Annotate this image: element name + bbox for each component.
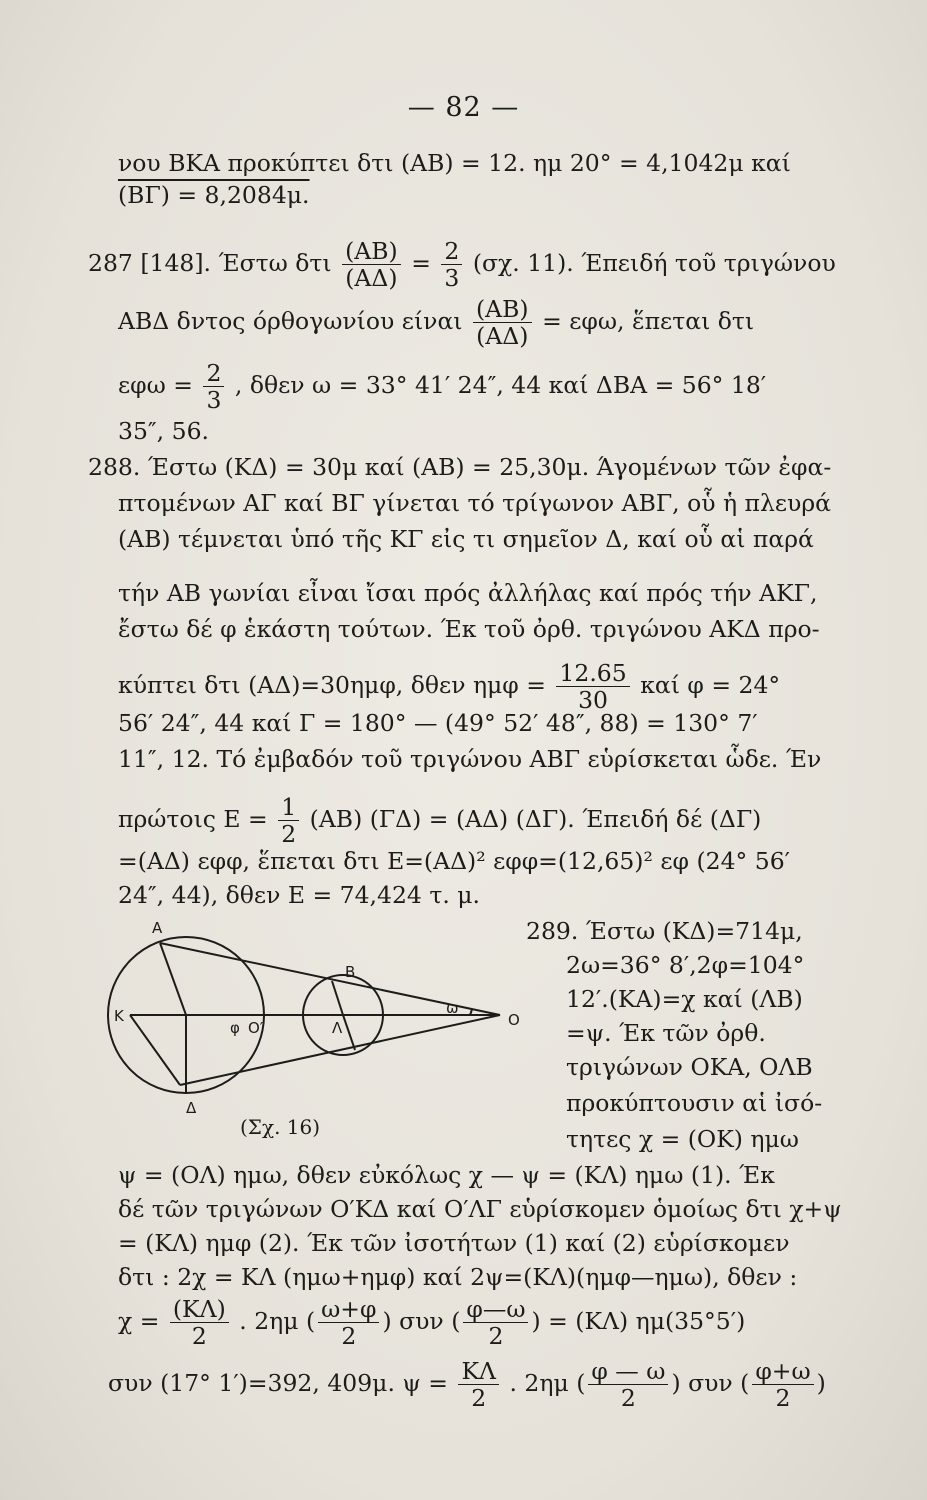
text-line xyxy=(88,238,836,291)
fraction xyxy=(342,238,401,291)
text-line: προκύπτουσιν αἱ ἰσό- xyxy=(566,1089,823,1117)
text-line: 288. Έστω (ΚΔ) = 30μ καί (ΑΒ) = 25,30μ. Άγομένων τῶν ἐφα- xyxy=(88,453,832,481)
fraction xyxy=(203,360,224,413)
numerator: 2 xyxy=(441,238,462,265)
text-line: 2ω=36° 8′,2φ=104° xyxy=(566,951,805,979)
text-fragment: 287 [148]. Έστω δτι xyxy=(88,249,332,277)
text-line: (ΑΒ) τέμνεται ὑπό τῆς ΚΓ εἰς τι σημεῖον Δ, καί οὗ αἱ παρά xyxy=(118,525,814,553)
text-line: 289. Έστω (ΚΔ)=714μ, xyxy=(526,917,803,945)
numerator: ω+φ xyxy=(318,1296,379,1323)
figure-label: ω xyxy=(446,999,459,1017)
text-line: =(ΑΔ) εφφ, ἕπεται δτι Ε=(ΑΔ)² εφφ=(12,65)² εφ (24° 56′ xyxy=(118,847,790,875)
text-fragment: συν xyxy=(688,1369,733,1397)
text-fragment: (ΒΓ) = 8,2084μ. xyxy=(118,181,310,209)
text-line: τητες χ = (ΟΚ) ημω xyxy=(566,1125,799,1153)
fraction xyxy=(473,296,532,349)
text-line: τριγώνων ΟΚΑ, ΟΛΒ xyxy=(566,1053,813,1081)
radius-segment xyxy=(332,981,343,1015)
denominator: 3 xyxy=(444,264,460,292)
denominator: (ΑΔ) xyxy=(476,322,529,350)
text-fragment: (ΑΒ) (ΓΔ) = (ΑΔ) (ΔΓ). Έπειδή δέ (ΔΓ) xyxy=(309,805,762,833)
text-fragment: συν xyxy=(399,1307,444,1335)
text-fragment: κύπτει δτι (ΑΔ)=30ημφ, δθεν ημφ = xyxy=(118,671,546,699)
geometry-figure xyxy=(100,915,540,1145)
denominator: 30 xyxy=(578,686,609,714)
text-fragment: = εφω, ἕπεται δτι xyxy=(542,307,755,335)
denominator: 2 xyxy=(775,1384,791,1412)
denominator: 2 xyxy=(471,1384,487,1412)
radius-segment xyxy=(160,943,186,1015)
text-line: χ = $\frac{(K\Lambda)}{2}$ . 2ημ ( $\frac{\omega+\varphi}{2}$ ) συν ( $\frac{\varphi—\omega}{2}$ ) = (ΚΛ) ημ(35°5′) xyxy=(118,1295,746,1350)
text-line: συν (17° 1′)=392, 409μ. ψ = $\frac{K\Lambda}{2}$ . 2ημ ( $\frac{\varphi — \omega}{2}$ ) συν ( $\frac{\varphi+\omega}{2}$ ) xyxy=(108,1357,826,1412)
fraction xyxy=(556,660,629,713)
fraction xyxy=(588,1358,668,1411)
denominator: (ΑΔ) xyxy=(345,264,398,292)
text-line: πτομένων ΑΓ καί ΒΓ γίνεται τό τρίγωνον ΑΒΓ, οὗ ἡ πλευρά xyxy=(118,489,832,517)
numerator: φ—ω xyxy=(463,1296,528,1323)
text-line xyxy=(118,660,780,713)
figure-label: O′ xyxy=(248,1019,264,1037)
text-fragment: χ = xyxy=(118,1307,160,1335)
numerator: 1 xyxy=(278,794,299,821)
fraction xyxy=(170,1296,229,1349)
denominator: 2 xyxy=(488,1322,504,1350)
radius-segment xyxy=(343,1015,355,1050)
text-line: δέ τῶν τριγώνων Ο′ΚΔ καί Ο′ΛΓ εὑρίσκομεν ὁμοίως δτι χ+ψ xyxy=(118,1195,842,1223)
text-fragment: ΑΒΔ δντος όρθογωνίου είναι xyxy=(118,307,463,335)
fraction xyxy=(752,1358,813,1411)
text-fragment: εφω = xyxy=(118,371,193,399)
text-line xyxy=(118,360,766,413)
denominator: 2 xyxy=(191,1322,207,1350)
text-fragment: . 2ημ xyxy=(509,1369,569,1397)
denominator: 2 xyxy=(281,820,297,848)
fraction xyxy=(458,1358,499,1411)
text-line xyxy=(118,296,754,349)
numerator: 2 xyxy=(203,360,224,387)
text-line xyxy=(118,794,761,847)
figure-label: φ xyxy=(230,1019,240,1037)
figure-label: Δ xyxy=(186,1099,197,1117)
figure-label: K xyxy=(114,1007,124,1025)
text-line: 35″, 56. xyxy=(118,417,209,445)
numerator: φ+ω xyxy=(752,1358,813,1385)
fraction xyxy=(463,1296,528,1349)
page-number: — 82 — xyxy=(407,92,520,123)
text-fragment: , δθεν ω = 33° 41′ 24″, 44 καί ΔΒΑ = 56° 18′ xyxy=(234,371,767,399)
denominator: 2 xyxy=(341,1322,357,1350)
figure-label: B xyxy=(345,963,356,981)
text-fragment: συν (17° 1′)=392, 409μ. ψ = xyxy=(108,1369,448,1397)
radius-segment xyxy=(130,1015,180,1085)
numerator: 12.65 xyxy=(556,660,629,687)
denominator: 2 xyxy=(620,1384,636,1412)
denominator: 3 xyxy=(206,386,222,414)
text-fragment: (σχ. 11). Έπειδή τοῦ τριγώνου xyxy=(472,249,836,277)
figure-label: Λ xyxy=(332,1019,343,1037)
text-line: 11″, 12. Τό ἐμβαδόν τοῦ τριγώνου ΑΒΓ εὑρίσκεται ὧδε. Έν xyxy=(118,745,822,773)
numerator: (ΑΒ) xyxy=(473,296,532,323)
text-line: νου ΒΚΑ προκύπτει δτι (ΑΒ) = 12. ημ 20° = 4,1042μ καί xyxy=(118,149,791,177)
text-line: 12′.(ΚΑ)=χ καί (ΛΒ) xyxy=(566,985,803,1013)
text-line: τήν ΑΒ γωνίαι εἶναι ἴσαι πρός ἀλλήλας καί πρός τήν ΑΚΓ, xyxy=(118,579,818,607)
fraction xyxy=(278,794,299,847)
text-line: =ψ. Έκ τῶν ὀρθ. xyxy=(566,1019,766,1047)
numerator: ΚΛ xyxy=(458,1358,499,1385)
text-line: 24″, 44), δθεν Ε = 74,424 τ. μ. xyxy=(118,881,481,909)
text-fragment: = (ΚΛ) ημ(35°5′) xyxy=(548,1307,746,1335)
fraction xyxy=(318,1296,379,1349)
text-fragment: = xyxy=(411,249,431,277)
text-line: 56′ 24″, 44 καί Γ = 180° — (49° 52′ 48″, 88) = 130° 7′ xyxy=(118,709,758,737)
numerator: (ΚΛ) xyxy=(170,1296,229,1323)
numerator: φ — ω xyxy=(588,1358,668,1385)
text-line: = (ΚΛ) ημφ (2). Έκ τῶν ἰσοτήτων (1) καί (2) εὑρίσκομεν xyxy=(118,1229,790,1257)
fraction xyxy=(441,238,462,291)
figure-label: A xyxy=(152,919,163,937)
text-fragment: καί φ = 24° xyxy=(640,671,781,699)
text-line: ἔστω δέ φ ἑκάστη τούτων. Έκ τοῦ ὀρθ. τριγώνου ΑΚΔ προ- xyxy=(118,615,820,643)
text-fragment: . 2ημ xyxy=(239,1307,299,1335)
figure-caption: (Σχ. 16) xyxy=(240,1115,321,1139)
text-line: δτι : 2χ = ΚΛ (ημω+ημφ) καί 2ψ=(ΚΛ)(ημφ—ημω), δθεν : xyxy=(118,1263,798,1291)
text-line: ψ = (ΟΛ) ημω, δθεν εὐκόλως χ — ψ = (ΚΛ) ημω (1). Έκ xyxy=(118,1161,775,1189)
text-fragment: πρώτοις Ε = xyxy=(118,805,268,833)
numerator: (ΑΒ) xyxy=(342,238,401,265)
figure-label: O xyxy=(508,1011,520,1029)
text-line xyxy=(118,180,310,210)
